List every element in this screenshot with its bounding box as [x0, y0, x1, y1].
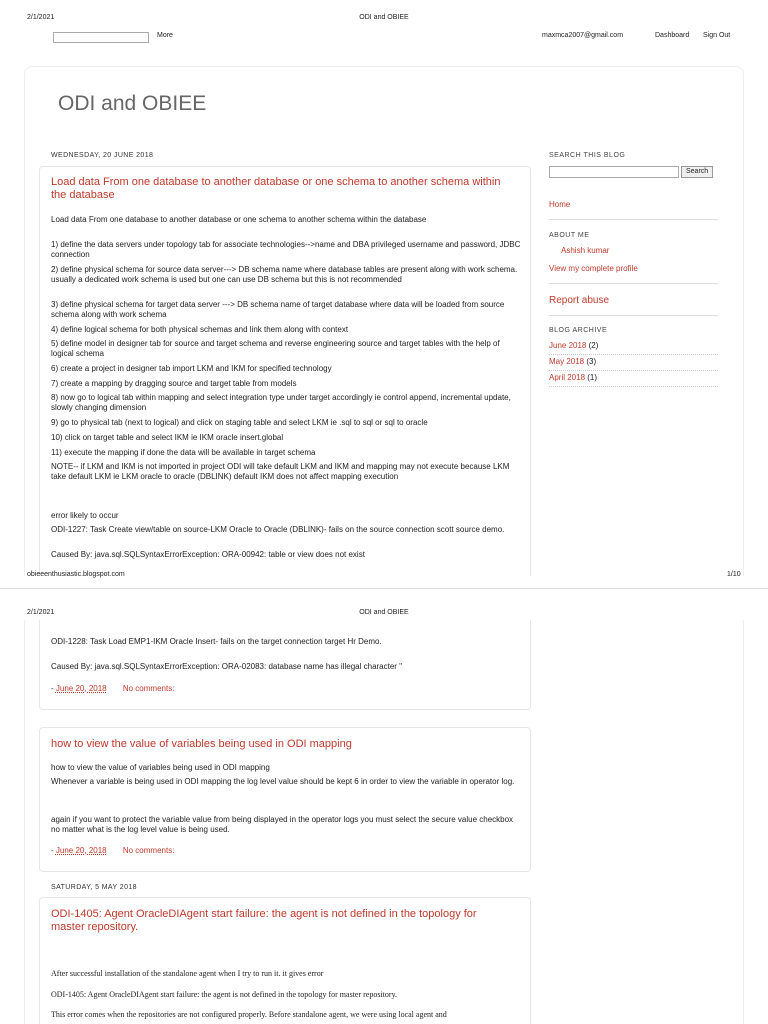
- print-title: ODI and OBIEE: [359, 609, 409, 616]
- post-date-header: WEDNESDAY, 20 JUNE 2018: [51, 152, 154, 159]
- post-card: [39, 620, 531, 710]
- navbar-signout-link[interactable]: Sign Out: [703, 32, 731, 39]
- print-date: 2/1/2021: [27, 609, 55, 616]
- print-date: 2/1/2021: [27, 14, 55, 21]
- search-button[interactable]: Search: [681, 166, 713, 178]
- post-timestamp-link[interactable]: June 20, 2018: [55, 684, 107, 693]
- archive-month-link[interactable]: June 2018: [549, 341, 587, 350]
- archive-item: [549, 339, 718, 355]
- navbar-more-link[interactable]: More: [157, 32, 173, 39]
- post-card: [39, 727, 531, 872]
- post-paragraph: 8) now go to logical tab within mapping and select integration type under target accordingly ie control append, incremental update, slowly changing dimension: [51, 393, 511, 412]
- post-paragraph: NOTE-- if LKM and IKM is not imported in project ODI will take default LKM and IKM and mapping may not execute because LKM take default LKM ie LKM oracle to oracle (DBLINK) default IKM does not affect mapping execution: [51, 462, 510, 481]
- post-paragraph: 3) define physical schema for target data server ---> DB schema name of target database where data will be loaded from source schema along with work schema: [51, 300, 505, 319]
- post-paragraph: Caused By: java.sql.SQLSyntaxErrorException: ORA-00942: table or view does not exist: [51, 550, 365, 559]
- archive-item: [549, 371, 718, 387]
- post-paragraph: error likely to occur: [51, 511, 119, 520]
- blog-title[interactable]: ODI and OBIEE: [58, 92, 207, 115]
- post-footer: [51, 684, 174, 693]
- post-paragraph: again if you want to protect the variable value from being displayed in the operator logs you must select the secure value checkbox no matter what is the log level value is being used.: [51, 815, 514, 834]
- post-paragraph: 5) define model in designer tab for source and target schema and reverse engineering source and target tables with the help of logical schema: [51, 339, 500, 358]
- post-footer-dash: -: [51, 684, 54, 693]
- print-page-number: 1/10: [727, 571, 741, 578]
- post-timestamp-link[interactable]: June 20, 2018: [55, 846, 107, 855]
- page-break: [0, 588, 768, 589]
- comments-link[interactable]: No comments:: [122, 684, 175, 693]
- profile-link[interactable]: View my complete profile: [549, 264, 638, 273]
- report-abuse-link[interactable]: Report abuse: [549, 295, 610, 306]
- archive-count: (3): [586, 357, 597, 366]
- print-footer-url: obieeenthusiastic.blogspot.com: [27, 571, 125, 578]
- post-card: [39, 897, 531, 1024]
- post-paragraph: This error comes when the repositories are not configured properly. Before standalone agent, we were using local agent and: [51, 1010, 447, 1019]
- archive-heading: BLOG ARCHIVE: [549, 327, 608, 334]
- post-paragraph: ODI-1405: Agent OracleDIAgent start failure: the agent is not defined in the topology for master repository.: [51, 990, 398, 999]
- post-footer-dash: -: [51, 846, 54, 855]
- archive-month-link[interactable]: May 2018: [549, 357, 585, 366]
- post-paragraph: how to view the value of variables being used in ODI mapping: [51, 763, 270, 772]
- post-title-link[interactable]: ODI-1405: Agent OracleDIAgent start failure: the agent is not defined in the topology for master repository.: [51, 908, 477, 933]
- post-paragraph: 2) define physical schema for source data server---> DB schema name where database tables are present along with work schema. usually a dedicated work schema is used but one can use DB schema but this is not recommended: [51, 265, 518, 284]
- archive-count: (1): [587, 373, 598, 382]
- post-paragraph: 10) click on target table and select IKM ie IKM oracle insert.global: [51, 433, 284, 442]
- archive-month-link[interactable]: April 2018: [549, 373, 586, 382]
- post-date-header: SATURDAY, 5 MAY 2018: [51, 884, 137, 891]
- divider: [549, 315, 718, 316]
- post-paragraph: 1) define the data servers under topology tab for associate technologies-->name and DBA privileged username and password, JDBC connection: [51, 240, 521, 259]
- post-paragraph: Caused By: java.sql.SQLSyntaxErrorException: ORA-02083: database name has illegal character '': [51, 662, 403, 671]
- post-paragraph: ODI-1228: Task Load EMP1-IKM Oracle Insert- fails on the target connection target Hr Demo.: [51, 637, 382, 646]
- search-heading: SEARCH THIS BLOG: [549, 152, 626, 159]
- archive-list: [549, 339, 718, 387]
- divider: [549, 283, 718, 284]
- divider: [549, 219, 718, 220]
- print-title: ODI and OBIEE: [359, 14, 409, 21]
- navbar-dashboard-link[interactable]: Dashboard: [655, 32, 690, 39]
- post-paragraph: 11) execute the mapping if done the data will be available in target schema: [51, 448, 316, 457]
- post-card: [39, 166, 531, 576]
- post-paragraph: 6) create a project in designer tab import LKM and IKM for specified technology: [51, 364, 332, 373]
- post-paragraph: 9) go to physical tab (next to logical) and click on staging table and select LKM ie .sql to sql or sql to oracle: [51, 418, 428, 427]
- post-title-link[interactable]: how to view the value of variables being used in ODI mapping: [51, 738, 352, 750]
- post-paragraph: Load data From one database to another database or one schema to another schema within the database: [51, 215, 427, 224]
- post-paragraph: After successful installation of the standalone agent when I try to run it. it gives error: [51, 969, 324, 978]
- post-paragraph: ODI-1227: Task Create view/table on source-LKM Oracle to Oracle (DBLINK)- fails on the source connection scott source demo.: [51, 525, 505, 534]
- comments-link[interactable]: No comments:: [122, 846, 175, 855]
- post-title-link[interactable]: Load data From one database to another database or one schema to another schema within the database: [51, 176, 501, 201]
- post-paragraph: Whenever a variable is being used in ODI mapping the log level value should be kept 6 in order to view the variable in operator log.: [51, 777, 515, 786]
- navbar-search-input[interactable]: [53, 32, 149, 43]
- author-name-link[interactable]: Ashish kumar: [561, 246, 610, 255]
- sidebar-search-input[interactable]: [549, 166, 679, 178]
- post-paragraph: 4) define logical schema for both physical schemas and link them along with context: [51, 325, 349, 334]
- about-heading: ABOUT ME: [549, 232, 590, 239]
- home-link[interactable]: Home: [549, 200, 571, 209]
- post-paragraph: 7) create a mapping by dragging source and target table from models: [51, 379, 297, 388]
- archive-item: [549, 355, 718, 371]
- navbar-email: maxmca2007@gmail.com: [542, 32, 624, 39]
- post-footer: [51, 846, 174, 855]
- archive-count: (2): [588, 341, 599, 350]
